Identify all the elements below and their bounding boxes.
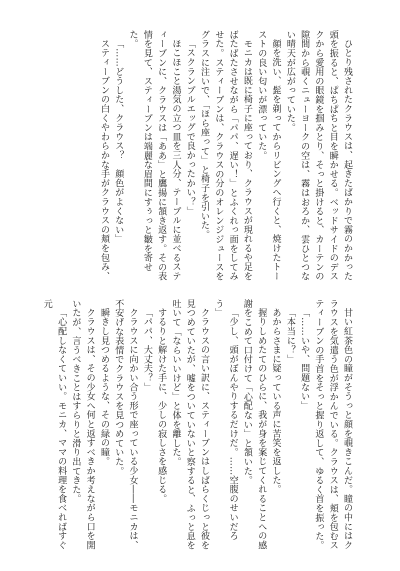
paragraph: 「パパ、大丈夫？」 bbox=[141, 308, 152, 392]
paragraph: 「スクランブルエッグで良かったかい？」 bbox=[184, 39, 195, 216]
paragraph: ほこほこと湯気の立つ皿を三人分、テーブルに並べるスティーブンに、クラウスは「ああ」と鷹揚に頷き返す。その表情を見て、スティーブンは端麗な眉間にすぅっと皺を寄せた。 bbox=[127, 30, 181, 282]
upper-text-block bbox=[44, 30, 354, 284]
paragraph: 「……いや、問題ない」 bbox=[299, 308, 310, 411]
paragraph: 顔を洗い、髭を剃ってからリビングへ行くと、焼けたトーストの良い匂いが漂っていた。 bbox=[256, 30, 281, 281]
paragraph: クラウスに向かい合う形で座っている少女――モニカは、不安げな表情でクラウスを見つめていた。 bbox=[113, 299, 138, 550]
paragraph: 「……どうした、クラウス？ 顔色がよくない」 bbox=[113, 39, 124, 244]
paragraph: 甘い紅茶色の瞳がそうっと顔を覗きこんだ。瞳の中にはクラウスを気遣う色が浮かんでいる。クラウスは、頬を包むスティーブンの手首をそっと握り返して、ゆるく首を振った。 bbox=[313, 299, 352, 551]
paragraph: モニカは既に椅子に座っており、クラウスが現れるや足をばたばたさせながら「パパ、遅い！」とふくれっ面をしてみせた。スティーブンは、クラウスの分のオレンジジュースをグラスに注いで、「ほら座って」と椅子を引いた。 bbox=[199, 30, 252, 282]
paragraph: 握りしめたてのひらに、我が身を案じてくれることへの感謝をこめて口付けて「心配ない」と頷いた。 bbox=[241, 299, 267, 550]
paragraph: スティーブンの白くやわらかな手がクラウスの頬を包み、 bbox=[98, 39, 109, 281]
paragraph: 「心配しなくていい。モニカ、ママの料理を食べればすぐ元 bbox=[41, 299, 67, 550]
paragraph: 「本当に？」 bbox=[284, 308, 295, 364]
paragraph: ひとり残されたクラウスは、起きたばかりで霧のかかった頭を振ると、ぱちぱちと目を瞬かせる。ベッドサイドのデスクから愛用の眼鏡を掴みとり、そっと掛けると、カーテンの隙間から覗くニューヨークの空は、霧はおろか、雲ひとつない晴天が広がっていた。 bbox=[284, 30, 352, 282]
paragraph: クラウスは、その少女へ何と返すべきか考えながら口を開いたが、言うべきことはすらりと滑り出てきた。 bbox=[70, 299, 95, 550]
paragraph: するりと解けた手に、少しの寂しさを感じる。 bbox=[156, 308, 167, 504]
paragraph: あからさまに疑っている声に苦笑を返した。 bbox=[270, 308, 281, 494]
paragraph: 瞬きし見つめるような、その緑の瞳。 bbox=[98, 308, 109, 467]
paragraph: 「少し、頭がぼんやりするだけだ。……空腹のせいだろう」 bbox=[213, 299, 238, 541]
lower-text-block bbox=[41, 299, 354, 553]
paragraph: クラウスの言い訳に、スティーブンはしばらくじっと彼を見つめていたが、嘘をついていないと察すると、ふっと息を吐いて「ならいいけど」と体を離した。 bbox=[170, 299, 210, 551]
